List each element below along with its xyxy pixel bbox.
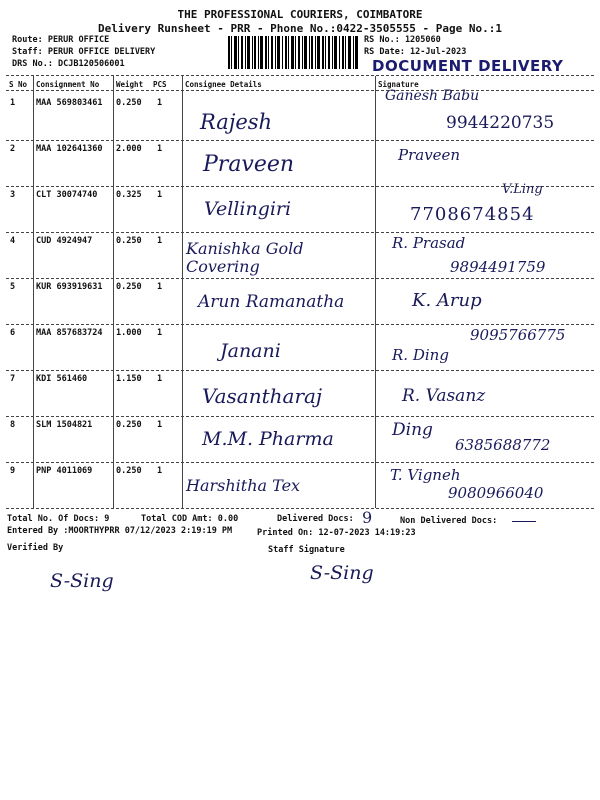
row-consignment-no: PNP 4011069 (36, 466, 93, 476)
row-sno: 3 (10, 190, 16, 200)
row-pcs: 1 (157, 374, 163, 384)
staff-signature-label: Staff Signature (268, 545, 345, 555)
consignee-name: Vellingiri (204, 198, 292, 220)
row-weight: 0.250 (116, 282, 142, 292)
receiver-phone: 9944220735 (446, 113, 555, 133)
row-rule (6, 232, 594, 233)
entered-by: Entered By :MOORTHYPRR 07/12/2023 2:19:19 PM (7, 526, 233, 536)
rs-date: RS Date: 12-Jul-2023 (364, 47, 467, 57)
company-name: THE PROFESSIONAL COURIERS, COIMBATORE (177, 8, 423, 21)
consignee-name: Harshitha Tex (186, 476, 301, 495)
row-weight: 0.325 (116, 190, 142, 200)
row-consignment-no: MAA 102641360 (36, 144, 103, 154)
col-header-signature: Signature (378, 80, 419, 89)
row-weight: 0.250 (116, 420, 142, 430)
col-header-sno: S No (9, 80, 28, 89)
printed-on: Printed On: 12-07-2023 14:19:23 (257, 528, 416, 538)
table-bottom-rule (6, 508, 594, 509)
consignee-name: Janani (220, 340, 281, 362)
verified-signature: S-Sing (50, 570, 114, 592)
row-consignment-no: CLT 30074740 (36, 190, 98, 200)
receiver-phone: 9080966040 (448, 484, 544, 502)
consignee-name: Kanishka Gold Covering (186, 239, 304, 276)
non-delivered-dash (512, 521, 536, 522)
row-consignment-no: KDI 561460 (36, 374, 88, 384)
row-pcs: 1 (157, 144, 163, 154)
receiver-phone: 6385688772 (455, 436, 551, 454)
row-sno: 8 (10, 420, 16, 430)
staff-label: Staff: PERUR OFFICE DELIVERY (12, 47, 156, 57)
row-weight: 1.000 (116, 328, 142, 338)
row-weight: 0.250 (116, 236, 142, 246)
row-pcs: 1 (157, 466, 163, 476)
receiver-signature: Praveen (398, 146, 461, 164)
row-weight: 1.150 (116, 374, 142, 384)
verified-by-label: Verified By (7, 543, 64, 553)
receiver-phone: 7708674854 (410, 204, 535, 225)
rs-number: RS No.: 1205060 (364, 35, 441, 45)
receiver-signature: V.Ling (502, 182, 543, 197)
barcode (228, 36, 358, 69)
row-sno: 9 (10, 466, 16, 476)
row-consignment-no: MAA 569803461 (36, 98, 103, 108)
col-header-weight: Weight (116, 80, 144, 89)
document-type-stamp: DOCUMENT DELIVERY (372, 57, 564, 75)
row-weight: 0.250 (116, 466, 142, 476)
row-weight: 2.000 (116, 144, 142, 154)
row-rule (6, 462, 594, 463)
row-rule (6, 370, 594, 371)
receiver-signature: R. Vasanz (402, 386, 486, 406)
drs-number: DRS No.: DCJB120506001 (12, 59, 125, 69)
consignee-name: Arun Ramanatha (198, 292, 345, 312)
row-sno: 5 (10, 282, 16, 292)
receiver-signature: R. Ding (392, 346, 449, 364)
receiver-signature: T. Vigneh (390, 466, 461, 484)
row-rule (6, 324, 594, 325)
row-sno: 7 (10, 374, 16, 384)
receiver-signature: K. Arup (412, 290, 482, 311)
receiver-signature: Ding (392, 420, 433, 440)
row-pcs: 1 (157, 236, 163, 246)
total-docs: Total No. Of Docs: 9 (7, 514, 110, 524)
row-weight: 0.250 (116, 98, 142, 108)
consignee-name: Vasantharaj (202, 384, 323, 408)
consignee-name: Praveen (203, 152, 295, 177)
staff-signature: S-Sing (310, 562, 374, 584)
row-consignment-no: KUR 693919631 (36, 282, 103, 292)
row-pcs: 1 (157, 420, 163, 430)
row-sno: 1 (10, 98, 16, 108)
row-rule (6, 140, 594, 141)
receiver-signature: Ganesh Babu (385, 88, 480, 104)
consignee-name: Rajesh (200, 110, 273, 134)
col-header-consignment: Consignment No (36, 80, 100, 89)
row-consignment-no: CUD 4924947 (36, 236, 93, 246)
col-header-consignee: Consignee Details (185, 80, 262, 89)
receiver-phone: 9095766775 (470, 326, 566, 344)
row-rule (6, 278, 594, 279)
table-top-rule (6, 75, 594, 76)
non-delivered-docs-label: Non Delivered Docs: (400, 516, 498, 526)
runsheet-title: Delivery Runsheet - PRR - Phone No.:0422-3505555 - Page No.:1 (98, 22, 502, 35)
row-pcs: 1 (157, 98, 163, 108)
header-rule (6, 90, 594, 91)
col-header-pcs: PCS (153, 80, 167, 89)
receiver-phone: 9894491759 (450, 258, 546, 276)
delivered-docs-label: Delivered Docs: (277, 514, 354, 524)
total-cod-amount: Total COD Amt: 0.00 (141, 514, 239, 524)
consignee-name: M.M. Pharma (202, 428, 334, 450)
row-pcs: 1 (157, 282, 163, 292)
row-consignment-no: SLM 1504821 (36, 420, 93, 430)
row-sno: 2 (10, 144, 16, 154)
row-sno: 4 (10, 236, 16, 246)
receiver-signature: R. Prasad (392, 234, 466, 252)
row-rule (6, 416, 594, 417)
row-pcs: 1 (157, 190, 163, 200)
row-sno: 6 (10, 328, 16, 338)
row-pcs: 1 (157, 328, 163, 338)
delivered-docs-value: 9 (362, 508, 373, 527)
row-consignment-no: MAA 857683724 (36, 328, 103, 338)
route-label: Route: PERUR OFFICE (12, 35, 110, 45)
